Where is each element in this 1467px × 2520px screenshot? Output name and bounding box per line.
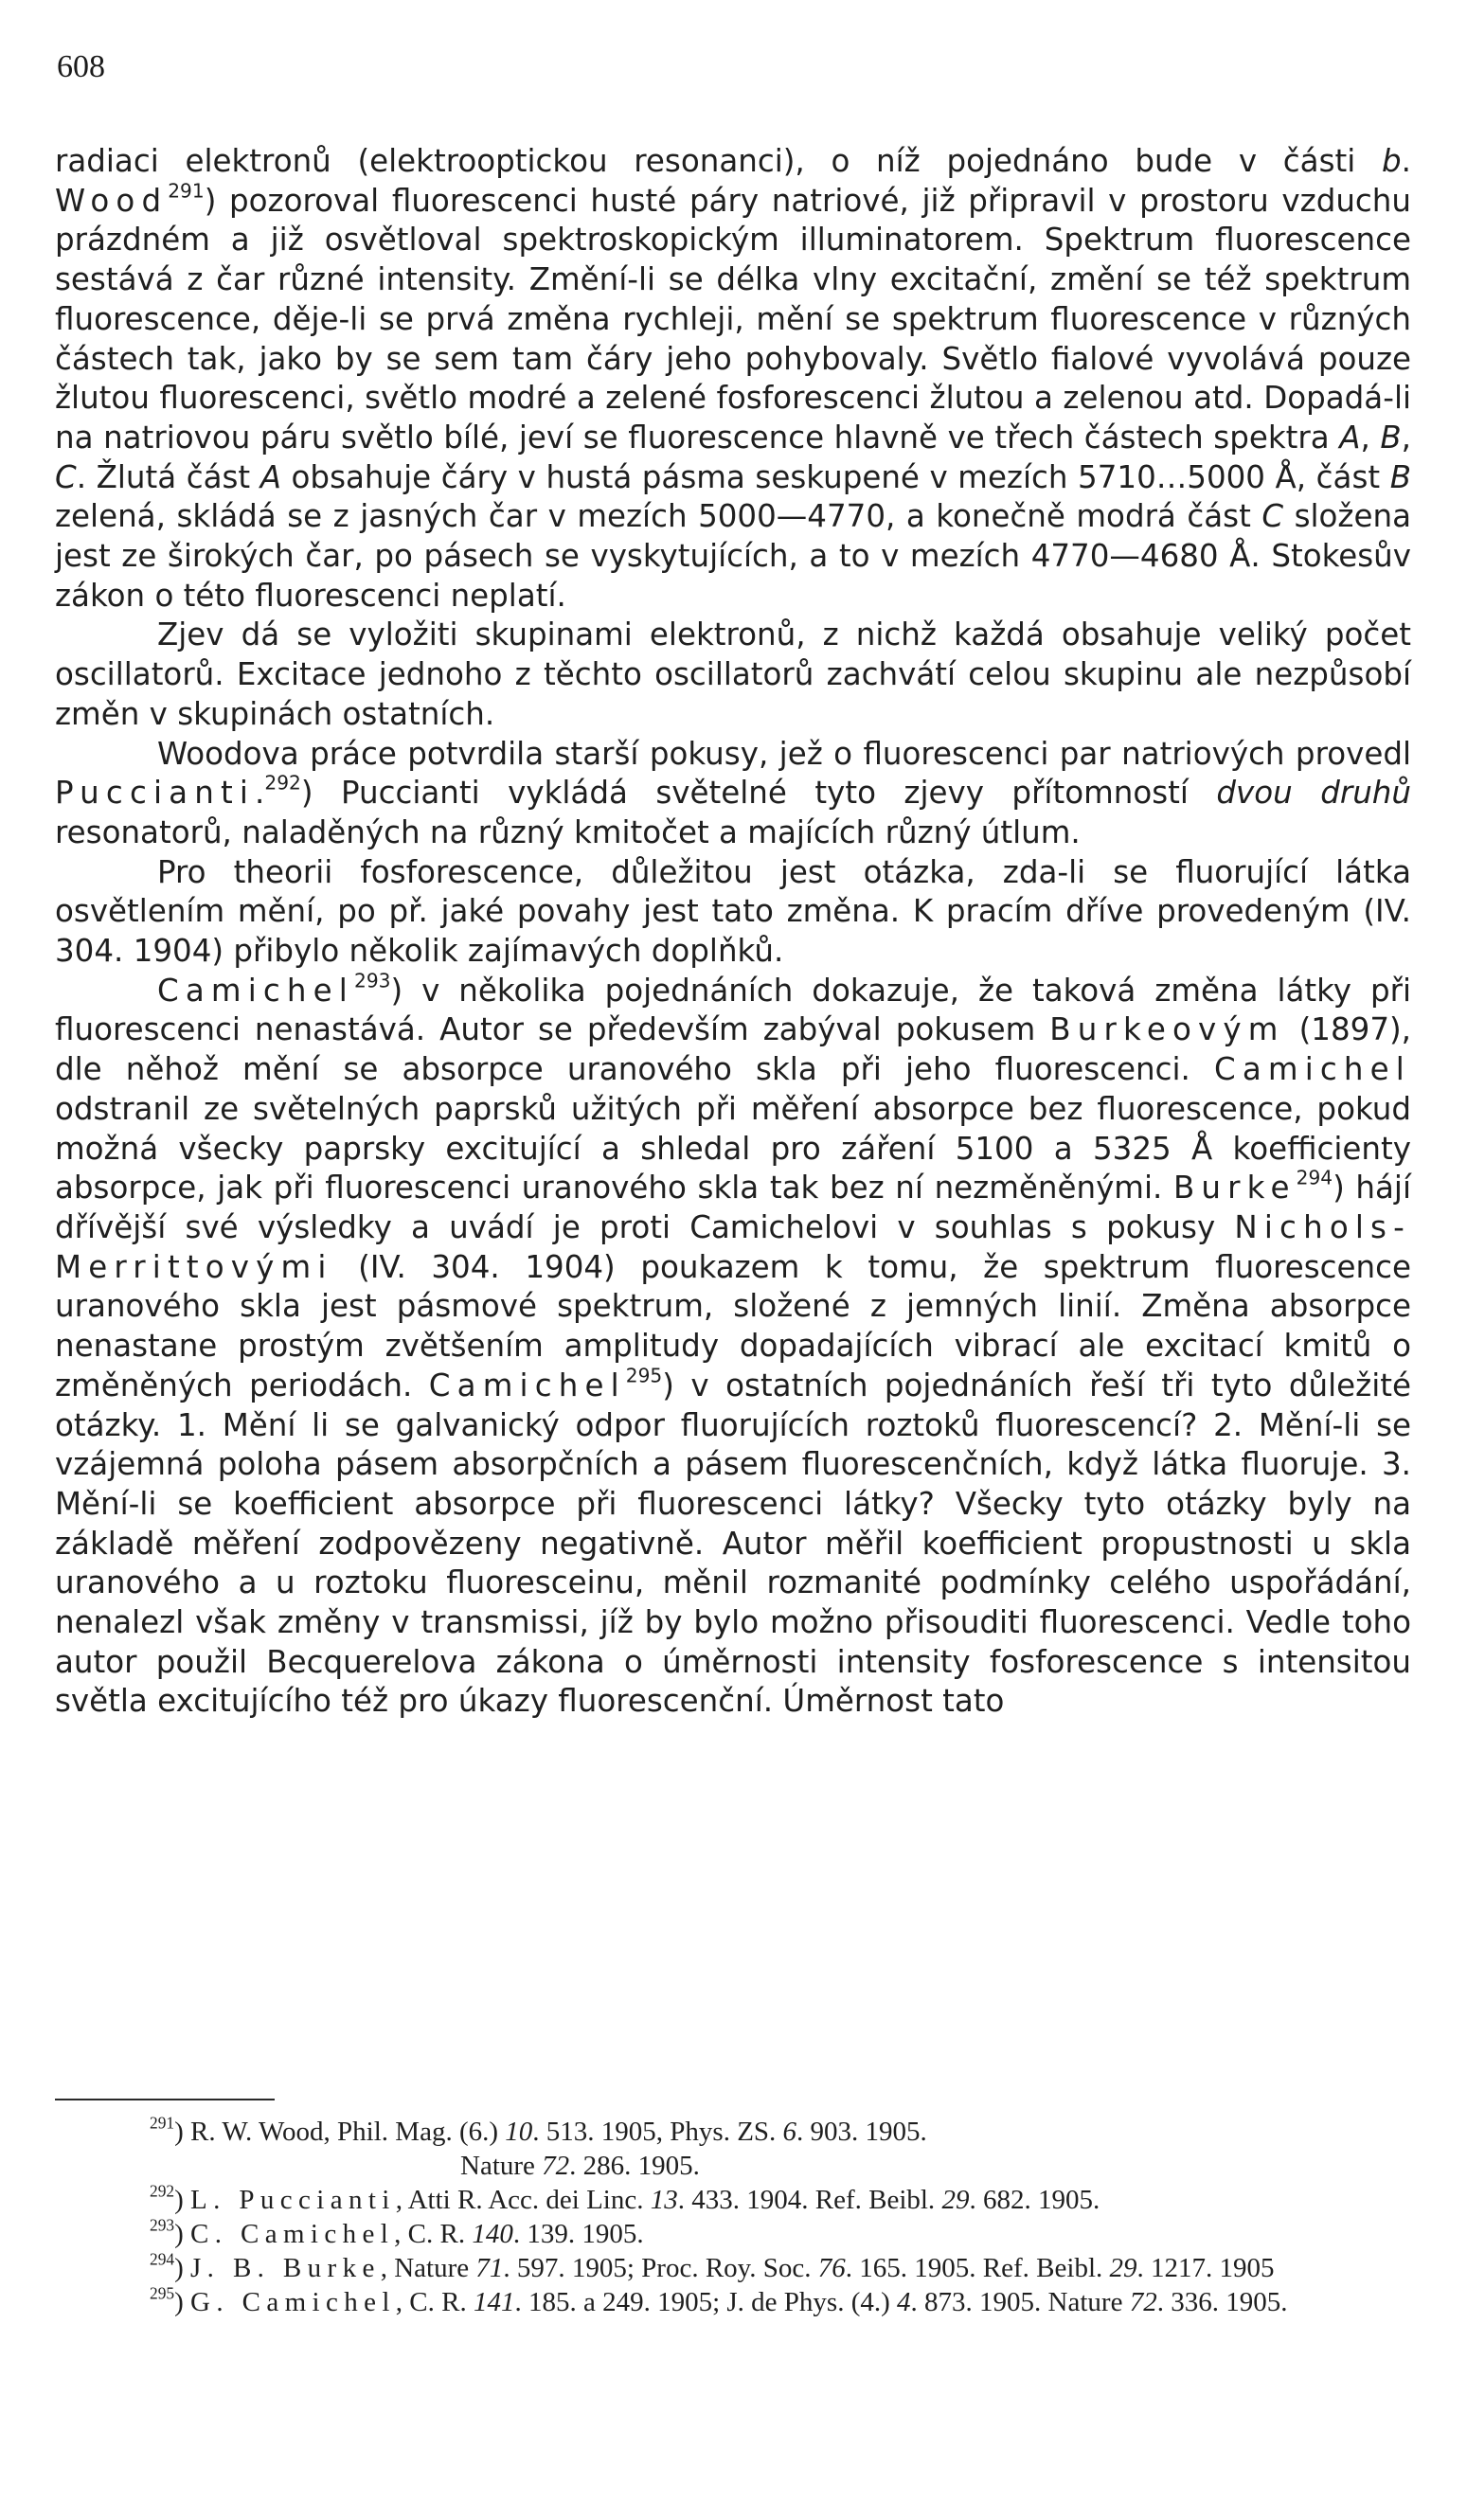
italic-text: A [259,458,281,495]
footnote-ref: 294 [1296,1166,1333,1189]
text-run: ) [174,2287,191,2317]
italic-text: 13 [650,2185,678,2215]
text-run: , Atti R. Acc. dei Linc. [395,2185,651,2215]
italic-text: 72 [542,2151,570,2181]
footnote [55,2249,1411,2284]
spaced-name: C. Camichel [190,2219,395,2249]
italic-text: A [1339,419,1361,456]
text-run: ) hájí dřívější své výsledky a uvádí je proti Camichelovi v souhlas s pokusy [55,1170,1411,1245]
text-run: . 682. 1905. [969,2185,1100,2215]
footnote-ref: 293 [354,969,391,992]
italic-text: 6 [782,2117,797,2147]
footnotes [55,2113,1411,2320]
spaced-name: J. B. Burke [190,2253,381,2283]
text-run: (IV. 304. 1904) poukazem k tomu, že spektrum fluorescence uranového skla jest pásmové spektrum, složené z jemných linií. Změna absorpce nenastane prostým zvětšením amplitudy dopadajících vibrací ale excitací kmitů o změněných periodách. [55,1248,1411,1403]
italic-text: b [1382,143,1402,179]
text-run: . 433. 1904. Ref. Beibl. [677,2185,942,2215]
footnote-separator [55,2099,275,2100]
text-run: , C. R. [394,2219,473,2249]
italic-text: dvou druhů [1216,775,1412,812]
italic-text: C [55,458,77,495]
text-run: . 597. 1905; Proc. Roy. Soc. [503,2253,818,2283]
text-run: . 513. 1905, Phys. ZS. [532,2117,783,2147]
text-run: . [1401,143,1411,179]
text-run: ) pozoroval fluorescenci husté páry natriové, již připravil v prostoru vzduchu prázdném a již osvětloval spektroskopickým illuminatorem. Spektrum fluorescence sestává z čar různé intensity. Změní-li se délka vlny excitační, změní se též spektrum fluorescence, děje-li se prvá změna rychleji, mění se spektrum fluorescence v různých částech tak, jako by se sem tam čáry jeho pohybovaly. Světlo fialové vyvolává pouze žlutou fluorescenci, světlo modré a zelené fosforescenci žlutou a zelenou atd. Dopadá-li na natriovou páru světlo bílé, jeví se fluorescence hlavně ve třech částech spektra [55,182,1411,456]
text-run: . 286. 1905. [569,2151,700,2181]
spaced-name: Puccianti [55,775,256,812]
page-number: 608 [57,49,105,84]
footnote-ref: 294 [150,2249,175,2269]
text-run: . 336. 1905. [1156,2287,1288,2317]
footnote [55,2181,1411,2216]
footnote-ref: 292 [264,771,301,795]
italic-text: 71 [475,2253,504,2283]
text-run: ) R. W. Wood, Phil. Mag. (6.) [174,2117,506,2147]
italic-text: 141 [473,2287,515,2317]
text-run: . 873. 1905. Nature [910,2287,1130,2317]
text-run: , [1401,419,1411,456]
italic-text: 76 [817,2253,846,2283]
text-run: . 165. 1905. Ref. Beibl. [845,2253,1110,2283]
italic-text: 72 [1129,2287,1157,2317]
body-text [55,142,1411,1722]
footnote-ref: 292 [150,2181,175,2201]
text-run: ) Puccianti vykládá světelné tyto zjevy přítomností [300,775,1217,812]
italic-text: 4 [897,2287,911,2317]
text-run: resonatorů, naladěných na různý kmitočet a majících různý útlum. [55,813,1081,850]
text-run: , [1360,419,1381,456]
footnote [55,2283,1411,2318]
italic-text: 29 [1109,2253,1137,2283]
text-run: ) v ostatních pojednáních řeší tři tyto důležité otázky. 1. Mění li se galvanický odpor fluorujících roztoků fluorescencí? 2. Mění-li se vzájemná poloha pásem absorpčních a pásem fluorescenčních, když látka fluoruje. 3. Mění-li se koefficient absorpce při fluorescenci látky? Všecky tyto otázky byly na základě měření zodpovězeny negativně. Autor měřil koefficient propustnosti u skla uranového a u roztoku fluoresceinu, měnil rozmanité podmínky celého uspořádání, nenalezl však změny v transmissi, jíž by bylo možno přisouditi fluorescenci. Vedle toho autor použil Becquerelova zákona o úměrnosti intensity fosforescence s intensitou světla excitujícího též pro úkazy fluorescenční. Úměrnost tato [55,1367,1411,1720]
text-run: obsahuje čáry v hustá pásma seskupené v mezích 5710…5000 Å, část [280,458,1390,495]
text-run: . Žlutá část [76,458,260,495]
footnote [55,2215,1411,2250]
italic-text: B [1389,458,1411,495]
text-run: Woodova práce potvrdila starší pokusy, jež o fluorescenci par natriových provedl [157,735,1411,772]
text-run: radiaci elektronů (elektrooptickou resonanci), o níž pojednáno bude v části [55,143,1383,179]
spaced-name: G. Camichel [190,2287,396,2317]
footnote [55,2113,1411,2148]
footnote-ref: 295 [625,1364,663,1387]
text-run: ) [174,2253,191,2283]
italic-text: 140 [472,2219,513,2249]
text-run: . 1217. 1905 [1136,2253,1275,2283]
text-run: ) v několika pojednáních dokazuje, že taková změna látky při fluorescenci nenastává. Autor se především zabýval pokusem [55,972,1411,1048]
text-run: odstranil ze světelných paprsků užitých při měření absorpce bez fluorescence, pokud možná všecky paprsky excitující a shledal pro záření 5100 a 5325 Å koefficienty absorpce, jak při fluorescenci uranového skla tak bez ní nezměněnými. [55,1090,1411,1206]
text-run: Zjev dá se vyložiti skupinami elektronů, z nichž každá obsahuje veliký počet oscillatorů. Excitace jednoho z těchto oscillatorů zachvátí celou skupinu ale nezpůsobí změn v skupinách ostatních. [55,617,1411,732]
footnote-ref: 291 [168,179,205,203]
spaced-name: Camichel [1214,1051,1411,1088]
paragraph [55,853,1411,972]
text-run: , C. R. [395,2287,474,2317]
italic-text: 10 [505,2117,533,2147]
footnote-ref: 295 [150,2283,175,2303]
spaced-name: Camichel [157,972,354,1009]
paragraph [55,969,1412,1722]
italic-text: 29 [941,2185,970,2215]
text-run: Pro theorii fosforescence, důležitou jest otázka, zda-li se fluorující látka osvětlením mění, po př. jaké povahy jest tato změna. K pracím dříve provedeným (IV. 304. 1904) přibylo několik zajímavých doplňků. [55,853,1411,970]
footnote-ref: 291 [150,2113,175,2133]
spaced-name: Burkeovým [1049,1011,1285,1048]
paragraph [55,735,1411,853]
spaced-name: Nichols-Merrittovými [55,1208,1411,1285]
text-run: . 139. 1905. [512,2219,644,2249]
footnote-ref: 293 [150,2215,175,2235]
text-run: , Nature [380,2253,476,2283]
text-run: složena jest ze širokých čar, po pásech se vyskytujících, a to v mezích 4770—4680 Å. Stokesův zákon o této fluorescenci neplatí. [55,498,1411,614]
text-run: Nature [460,2151,543,2181]
text-run: . 185. a 249. 1905; J. de Phys. (4.) [514,2287,898,2317]
italic-text: C [1261,498,1284,535]
footnote [55,2150,1411,2182]
text-run: . [255,775,265,812]
italic-text: B [1380,419,1402,456]
text-run: (1897), dle něhož mění se absorpce uranového skla při jeho fluorescenci. [55,1011,1412,1088]
text-run: zelená, skládá se z jasných čar v mezích 5000—4770, a konečně modrá část [55,498,1262,535]
spaced-name: Wood [55,182,169,219]
spaced-name: Camichel [428,1367,626,1403]
paragraph [55,616,1411,734]
spaced-name: L. Puccianti [190,2185,396,2215]
spaced-name: Burke [1172,1170,1297,1206]
text-run: ) [174,2185,191,2215]
text-run: ) [174,2219,191,2249]
text-run: . 903. 1905. [796,2117,927,2147]
paragraph [55,142,1411,616]
